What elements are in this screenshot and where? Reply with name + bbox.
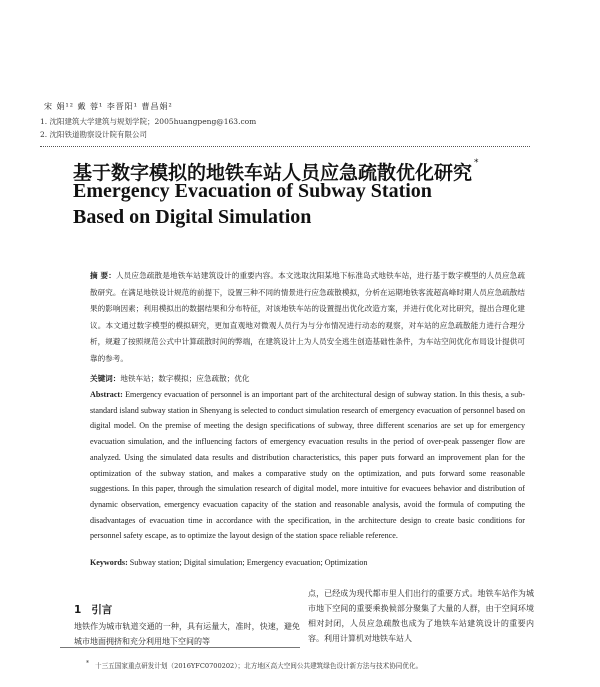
section-heading [74, 602, 122, 617]
affiliation-2: 2. 沈阳铁道勘察设计院有限公司 [40, 130, 148, 139]
keywords-english-label: Keywords: [90, 558, 128, 567]
footnote-mark: * [86, 660, 89, 667]
footnote-divider [60, 647, 300, 648]
affiliation-1: 1. 沈阳建筑大学建筑与规划学院；2005huangpeng@163.com [40, 117, 257, 126]
abstract-english [90, 387, 525, 544]
footnote-text: 十三五国家重点研发计划（2016YFC0700202）；北方地区高大空间公共建筑绿色设计新方法与技术协同优化。 [95, 662, 423, 671]
footnote [86, 660, 422, 670]
abstract-english-label: Abstract: [90, 390, 123, 399]
section-number: 1 [74, 604, 82, 616]
header-divider [40, 146, 530, 147]
section-title: 引言 [91, 604, 113, 616]
abstract-chinese-label: 摘 要： [90, 271, 116, 280]
abstract-chinese [90, 268, 525, 368]
keywords-english-text: Subway station; Digital simulation; Emergency evacuation; Optimization [129, 558, 368, 567]
author-list: 宋 娟¹² 戴 蓉¹ 李晋阳¹ 曹昌娟² [44, 102, 173, 111]
abstract-english-text: Emergency evacuation of personnel is an important part of the architectural design of subway station. In this thesis, a sub-standard island subway station in Shenyang is selected to conduct simulation research of emergency evacuation of personnel based on digital model. On the premise of meeting the design specifications of subway, three different scenarios are set up for emergency evacuation simulation, and the influencing factors of emergency evacuation results in the period of over-peak passenger flow are analyzed. Using the simulated data results and distribution characteristics, this paper puts forward an improvement plan for the optimization of the subway station, and makes a comparative study on the optimization, and puts forward some reasonable suggestions. In this paper, through the simulation research of digital model, more intuitive for evacuees behavior and distribution of dynamic observation, emergency evacuation capacity of the station and reasonable analysis, avoid the formula of computing the disadvantages of evacuation time in accordance with the specification, in the architecture design to create basic conditions for personnel safety escape, as to optimize the layout design of the station space reliable reference. [90, 390, 525, 541]
abstract-chinese-text: 人员应急疏散是地铁车站建筑设计的重要内容。本文选取沈阳某地下标准岛式地铁车站，进行基于数字模型的人员应急疏散研究。在满足地铁设计规范的前提下，设置三种不同的情景进行应急疏散模拟，分析在运期地铁客流超高峰时期人员应急疏散结果的影响因素；利用模拟出的数据结果和分布特征，对该地铁车站的设置提出优化改造方案，并进行优化对比研究，提出合理化建议。本文通过数字模型的模拟研究，更加直观地对微观人员行为与分布情况进行动态的观察，对车站的应急疏散能力进行合理分析，规避了按照规范公式中计算疏散时间的弊端，在建筑设计上为人员安全逃生创造基础性条件，为车站空间优化布局设计提供可靠的参考。 [90, 271, 525, 363]
keywords-chinese-text: 地铁车站；数字模拟；应急疏散；优化 [120, 374, 250, 383]
keywords-chinese-label: 关键词： [90, 374, 121, 383]
title-chinese-text: 基于数字模拟的地铁车站人员应急疏散优化研究 [73, 162, 473, 184]
title-footnote-mark: * [474, 158, 479, 168]
body-text-left-column: 地铁作为城市轨道交通的一种，具有运量大，准时，快速，避免城市地面拥挤和充分利用地下空间的等 [74, 622, 300, 646]
body-text-right-column: 点，已经成为现代都市里人们出行的重要方式。地铁车站作为城市地下空间的重要乘换候部分聚集了大量的人群，由于空间环境相对封闭，人员应急疏散也成为了地铁车站建筑设计的重要内容。利用计算机对地铁车站人 [308, 589, 534, 643]
title-english-line-1: Emergency Evacuation of Subway Station [73, 180, 432, 202]
keywords-chinese [90, 373, 249, 384]
keywords-english [90, 558, 367, 567]
title-english-line-2: Based on Digital Simulation [73, 206, 312, 228]
